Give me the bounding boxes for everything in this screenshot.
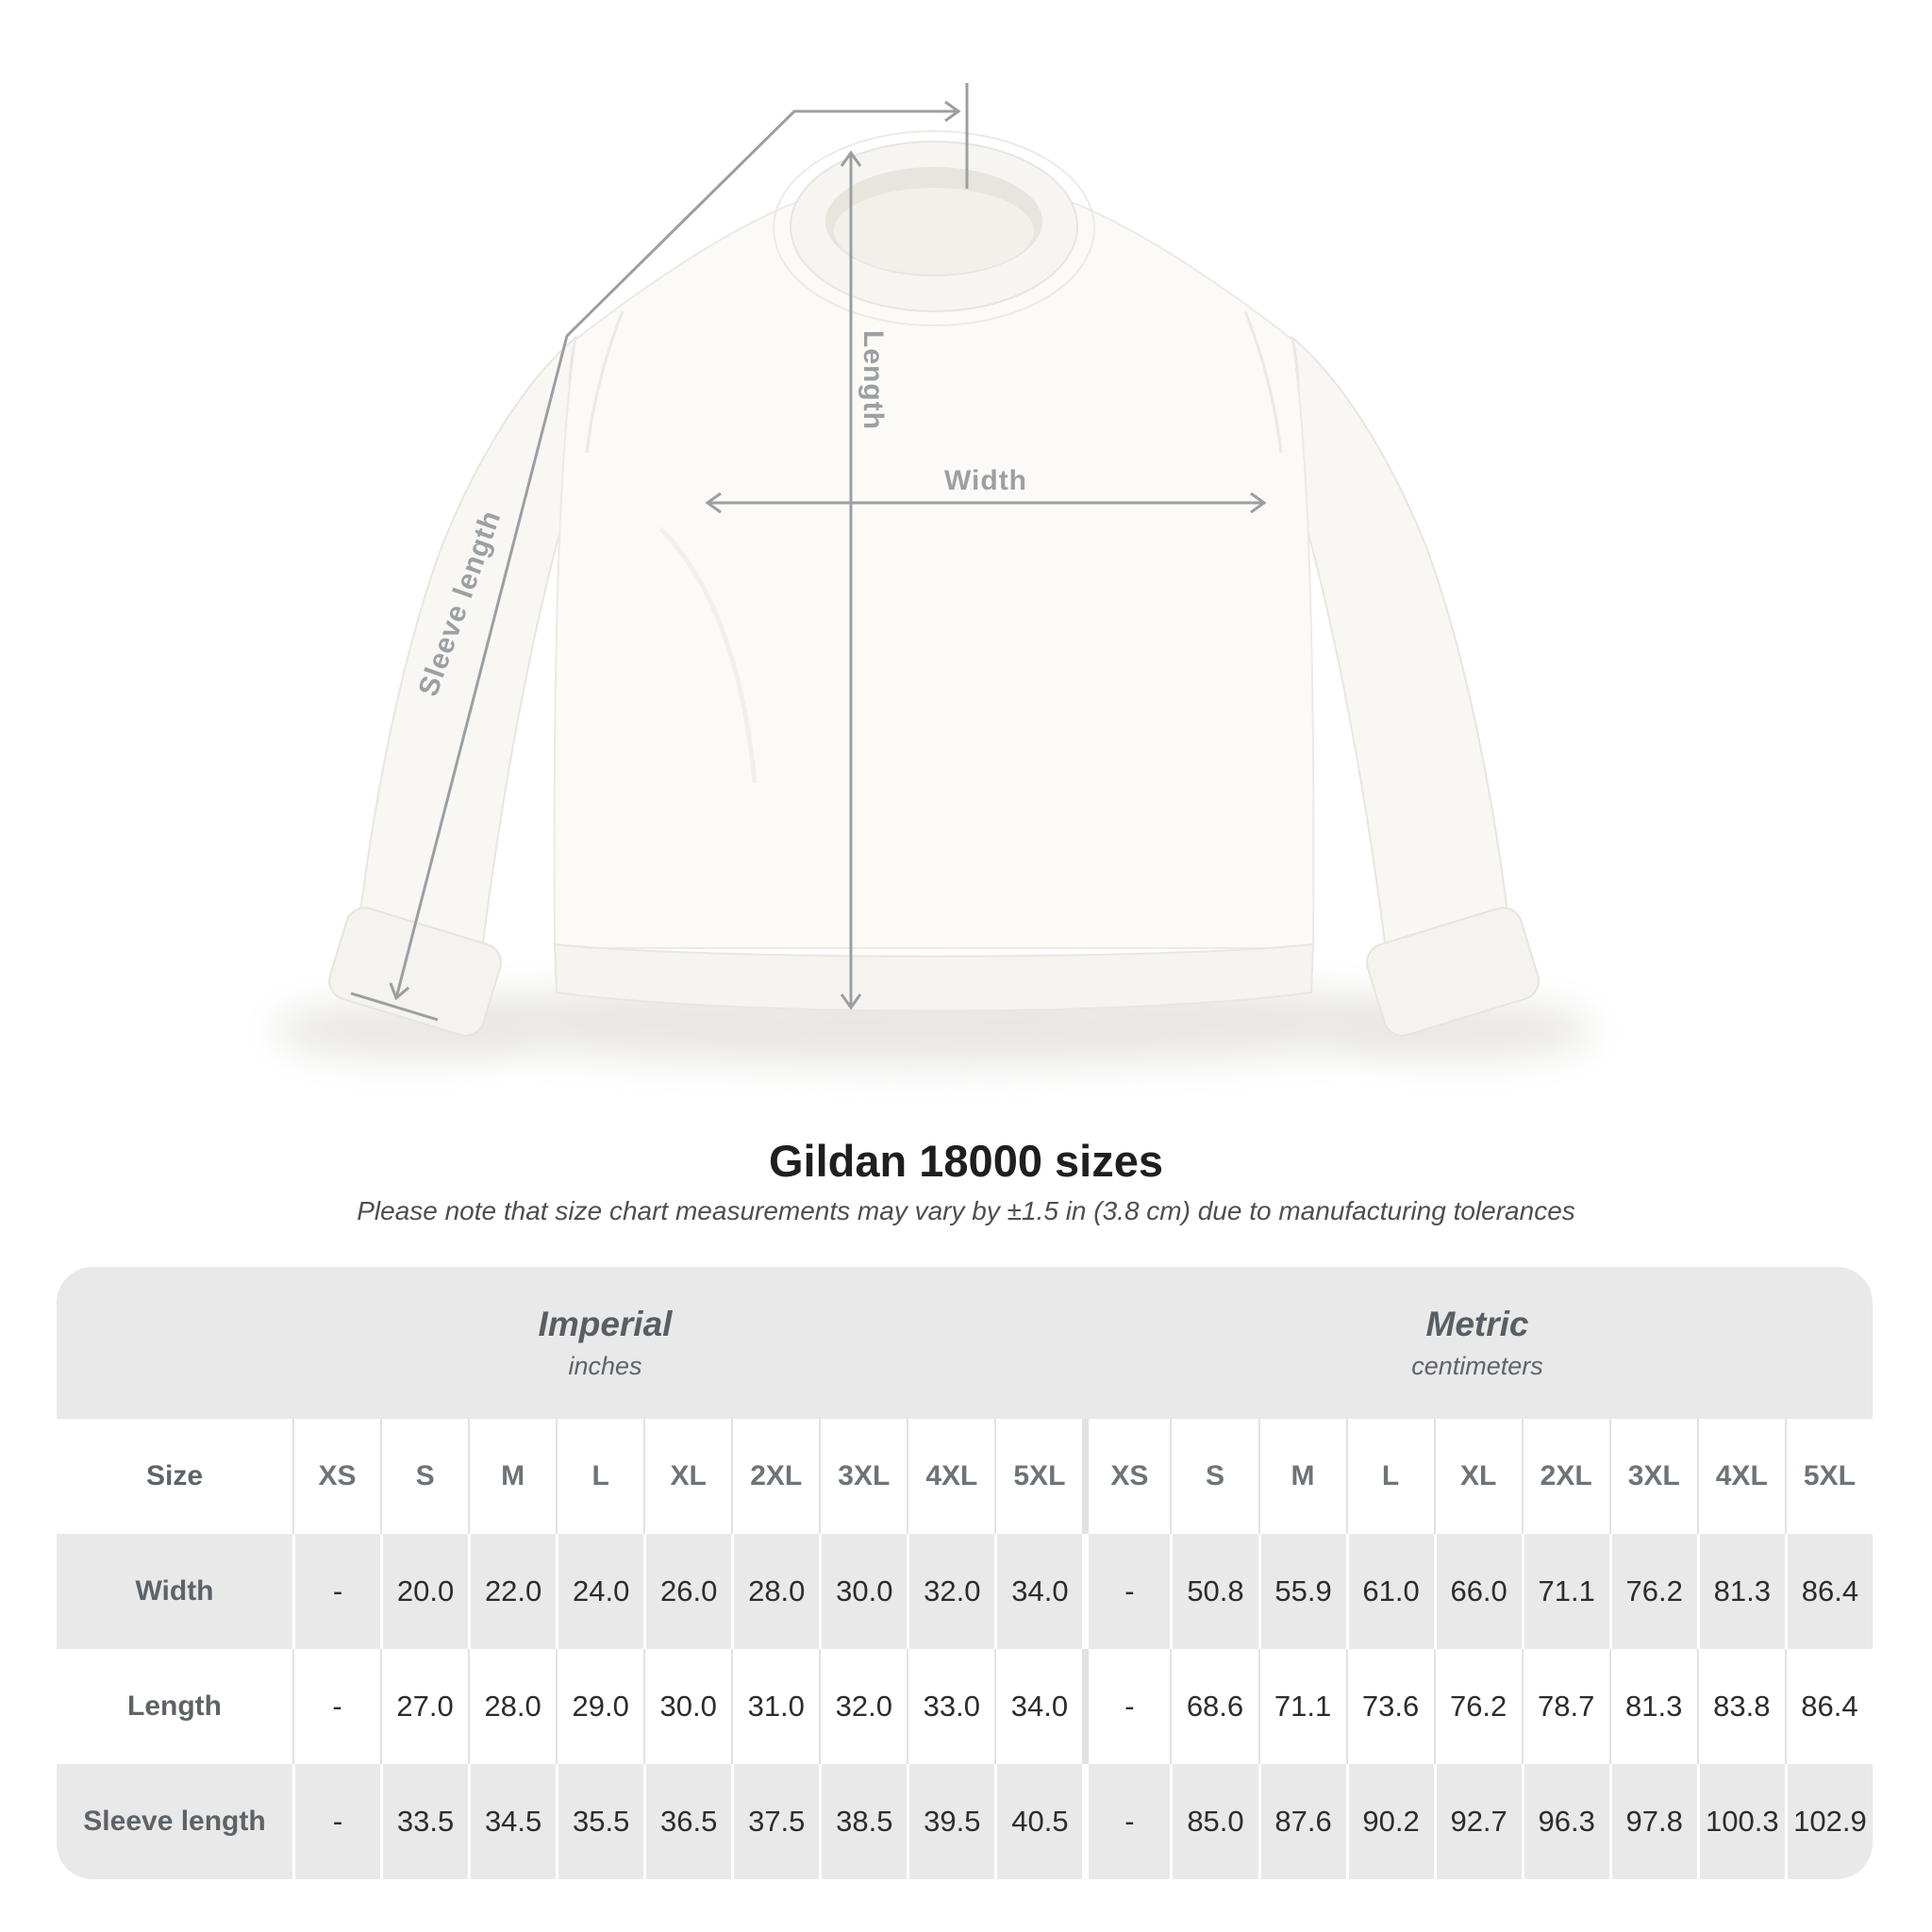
size-header-cell: 2XL (731, 1419, 819, 1534)
length-value-cell: 27.0 (380, 1649, 468, 1764)
sleeve-value-cell: 85.0 (1170, 1764, 1257, 1879)
length-value-cell: 83.8 (1697, 1649, 1785, 1764)
size-header-cell: L (556, 1419, 643, 1534)
size-header-cell: XS (1082, 1419, 1170, 1534)
sleeve-value-cell: 96.3 (1522, 1764, 1609, 1879)
table-row-length (57, 1649, 1873, 1764)
size-column-header: Size (57, 1419, 292, 1534)
size-chart-table (57, 1267, 1873, 1879)
sleeve-value-cell: 87.6 (1258, 1764, 1346, 1879)
sleeve-value-cell: 100.3 (1697, 1764, 1785, 1879)
size-header-cell: S (1170, 1419, 1257, 1534)
width-value-cell: 28.0 (731, 1534, 819, 1649)
width-value-cell: 26.0 (643, 1534, 731, 1649)
length-value-cell: 76.2 (1434, 1649, 1522, 1764)
sleeve-value-cell: 90.2 (1346, 1764, 1434, 1879)
unit-group-imperial (57, 1267, 1082, 1419)
length-value-cell: 81.3 (1609, 1649, 1697, 1764)
sleeve-value-cell: 102.9 (1785, 1764, 1873, 1879)
length-value-cell: 73.6 (1346, 1649, 1434, 1764)
size-header-cell: S (380, 1419, 468, 1534)
table-row-width (57, 1534, 1873, 1649)
size-measurements-table (57, 1419, 1873, 1879)
width-value-cell: 50.8 (1170, 1534, 1257, 1649)
table-row-sleeve-length (57, 1764, 1873, 1879)
size-header-cell: 4XL (1697, 1419, 1785, 1534)
row-label-length: Length (57, 1649, 292, 1764)
row-label-sleeve-length: Sleeve length (57, 1764, 292, 1879)
length-value-cell: 29.0 (556, 1649, 643, 1764)
width-value-cell: 34.0 (994, 1534, 1082, 1649)
length-value-cell: 71.1 (1258, 1649, 1346, 1764)
size-header-cell: 5XL (1785, 1419, 1873, 1534)
width-value-cell: - (292, 1534, 380, 1649)
width-value-cell: 71.1 (1522, 1534, 1609, 1649)
length-value-cell: 28.0 (468, 1649, 556, 1764)
width-value-cell: 66.0 (1434, 1534, 1522, 1649)
unit-group-metric (1082, 1267, 1873, 1419)
sleeve-value-cell: - (1082, 1764, 1170, 1879)
width-value-cell: 30.0 (819, 1534, 907, 1649)
metric-group-label: Metric (1425, 1305, 1529, 1343)
size-header-cell: L (1346, 1419, 1434, 1534)
collar-inner-back (834, 188, 1034, 275)
sleeve-value-cell: 38.5 (819, 1764, 907, 1879)
size-header-row (57, 1419, 1873, 1534)
width-value-cell: 86.4 (1785, 1534, 1873, 1649)
sweatshirt-right-sleeve (1291, 338, 1511, 998)
imperial-group-label: Imperial (538, 1305, 673, 1343)
sleeve-value-cell: 33.5 (380, 1764, 468, 1879)
width-value-cell: 81.3 (1697, 1534, 1785, 1649)
size-header-cell: XL (643, 1419, 731, 1534)
length-value-cell: - (292, 1649, 380, 1764)
length-value-cell: 78.7 (1522, 1649, 1609, 1764)
sleeve-value-cell: 92.7 (1434, 1764, 1522, 1879)
width-value-cell: 24.0 (556, 1534, 643, 1649)
page-title: Gildan 18000 sizes (768, 1136, 1164, 1186)
width-value-cell: 22.0 (468, 1534, 556, 1649)
sweatshirt-hem-band (555, 944, 1313, 1011)
length-value-cell: 30.0 (643, 1649, 731, 1764)
width-value-cell: - (1082, 1534, 1170, 1649)
length-value-cell: 32.0 (819, 1649, 907, 1764)
size-header-cell: M (1258, 1419, 1346, 1534)
unit-group-band (57, 1267, 1873, 1419)
width-value-cell: 32.0 (907, 1534, 994, 1649)
length-value-cell: 33.0 (907, 1649, 994, 1764)
sleeve-value-cell: 97.8 (1609, 1764, 1697, 1879)
imperial-group-unit: inches (568, 1352, 642, 1380)
sleeve-value-cell: 37.5 (731, 1764, 819, 1879)
size-header-cell: 5XL (994, 1419, 1082, 1534)
sweatshirt-left-sleeve (357, 338, 577, 998)
metric-group-unit: centimeters (1411, 1352, 1543, 1380)
length-value-cell: - (1082, 1649, 1170, 1764)
length-value-cell: 68.6 (1170, 1649, 1257, 1764)
size-header-cell: 4XL (907, 1419, 994, 1534)
width-measure-label: Width (943, 465, 1028, 496)
width-value-cell: 55.9 (1258, 1534, 1346, 1649)
size-header-cell: XL (1434, 1419, 1522, 1534)
sleeve-measure-label: Sleeve length (412, 506, 508, 701)
size-header-cell: 3XL (1609, 1419, 1697, 1534)
width-value-cell: 20.0 (380, 1534, 468, 1649)
width-value-cell: 61.0 (1346, 1534, 1434, 1649)
sleeve-value-cell: 40.5 (994, 1764, 1082, 1879)
size-header-cell: M (468, 1419, 556, 1534)
sleeve-value-cell: 36.5 (643, 1764, 731, 1879)
length-value-cell: 86.4 (1785, 1649, 1873, 1764)
size-header-cell: 3XL (819, 1419, 907, 1534)
length-value-cell: 31.0 (731, 1649, 819, 1764)
sleeve-value-cell: 35.5 (556, 1764, 643, 1879)
width-value-cell: 76.2 (1609, 1534, 1697, 1649)
size-header-cell: 2XL (1522, 1419, 1609, 1534)
sleeve-value-cell: 39.5 (907, 1764, 994, 1879)
tolerance-note: Please note that size chart measurements may vary by ±1.5 in (3.8 cm) due to manufacturing tolerances (357, 1196, 1575, 1225)
sleeve-value-cell: - (292, 1764, 380, 1879)
length-measure-label: Length (858, 330, 889, 430)
size-header-cell: XS (292, 1419, 380, 1534)
row-label-width: Width (57, 1534, 292, 1649)
length-value-cell: 34.0 (994, 1649, 1082, 1764)
sleeve-value-cell: 34.5 (468, 1764, 556, 1879)
